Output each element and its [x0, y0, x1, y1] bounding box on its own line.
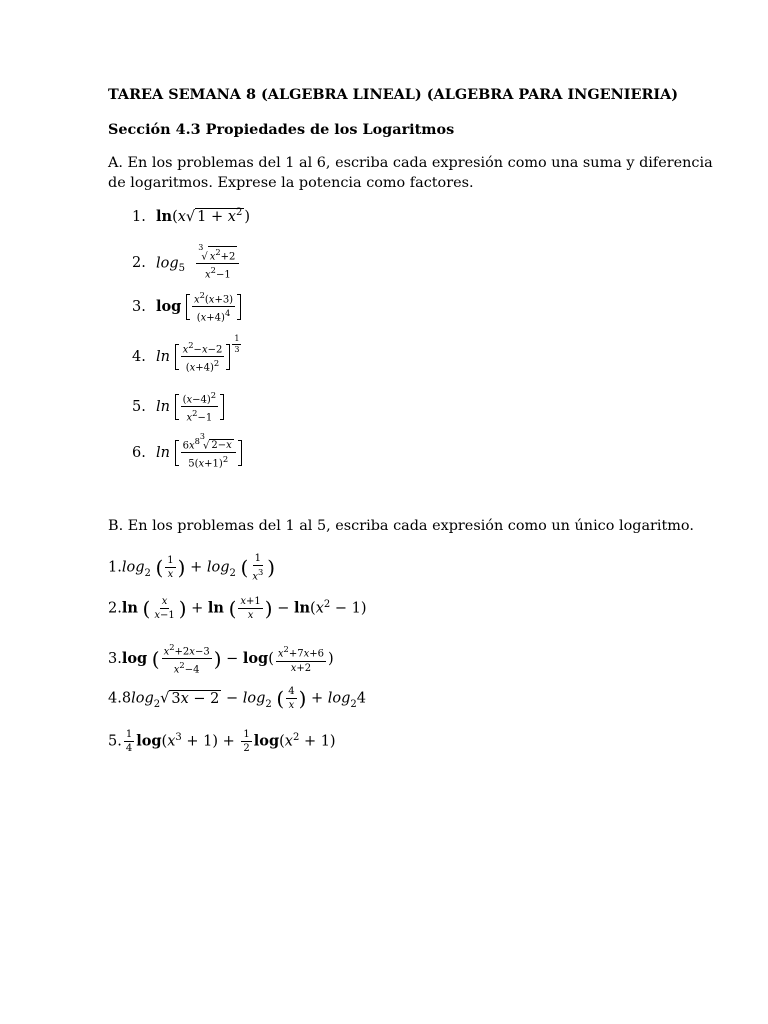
part-a-instructions-line1: A. En los problemas del 1 al 6, escriba cada expresión como una suma y diferencia — [108, 155, 713, 171]
part-a-instructions-line2: de logaritmos. Exprese la potencia como factores. — [108, 175, 474, 191]
item-number: 3. — [108, 650, 122, 667]
part-a-instructions — [108, 153, 713, 193]
item-number: 1. — [108, 559, 122, 576]
item-number: 5. — [108, 733, 122, 750]
document-title: TAREA SEMANA 8 (ALGEBRA LINEAL) (ALGEBRA PARA INGENIERIA) — [108, 86, 679, 103]
part-a-item-5: 5. ln $\frac{(x-4)^2}{x^2-1}$ — [132, 390, 224, 424]
item-number: 2. — [108, 600, 122, 617]
item-number: 5. — [132, 398, 146, 415]
part-b-item-4: $4.8\log_2√$ $3x - 2 - \log_2$ ( $\frac{4}{x}$ ) + $\log_24$ — [108, 686, 367, 711]
section-heading: Sección 4.3 Propiedades de los Logaritmos — [108, 121, 455, 138]
part-b-item-5: 5. $\frac{1}{4}$ $\log(x^3 + 1)$ + $\frac{1}{2}$ $\log(x^2 + 1)$ — [108, 729, 336, 754]
part-a-item-3: 3. log $\frac{x^2(x+3)}{(x+4)^4}$ — [132, 290, 241, 324]
part-a-item-6: 6. ln $\frac{6x^{83}√ 2-x}{5(x+1)^2}$ — [132, 436, 242, 470]
part-b-instructions: B. En los problemas del 1 al 5, escriba cada expresión como un único logaritmo. — [108, 518, 694, 534]
item-number: 1. — [132, 209, 146, 225]
part-b-item-2: 2.ln ( $\frac{x}{x-1}$ ) + ln ( $\frac{x+1}{x}$ ) − $\ln(x^2 - 1)$ — [108, 596, 367, 621]
part-b-item-3: 3.log ( $\frac{x^2+2x-3}{x^2-4}$ ) − log( $\frac{x^2+7x+6}{x+2}$ ) — [108, 642, 334, 676]
item-number: 3. — [132, 298, 146, 315]
part-a-item-4: 4. ln $\frac{x^2-x-2}{(x+4)^2}$ $\frac{1}{3}$ — [132, 334, 240, 374]
item-number: 6. — [132, 444, 146, 461]
part-a-item-1: 1. ln(x√ $1 + x^2$ ) — [132, 207, 250, 225]
item-number: 4. — [132, 348, 146, 365]
item-number: 4. — [108, 690, 122, 707]
part-b-item-1: $1.\log_2$ ( $\frac{1}{x}$ ) + $\log_2$ ( $\frac{1}{x^3}$ ) — [108, 553, 276, 583]
part-a-item-2: 2. $\log_5$ $\frac{^3√ x^2+2}{x^2-1}$ — [132, 246, 241, 281]
item-number: 2. — [132, 255, 146, 272]
